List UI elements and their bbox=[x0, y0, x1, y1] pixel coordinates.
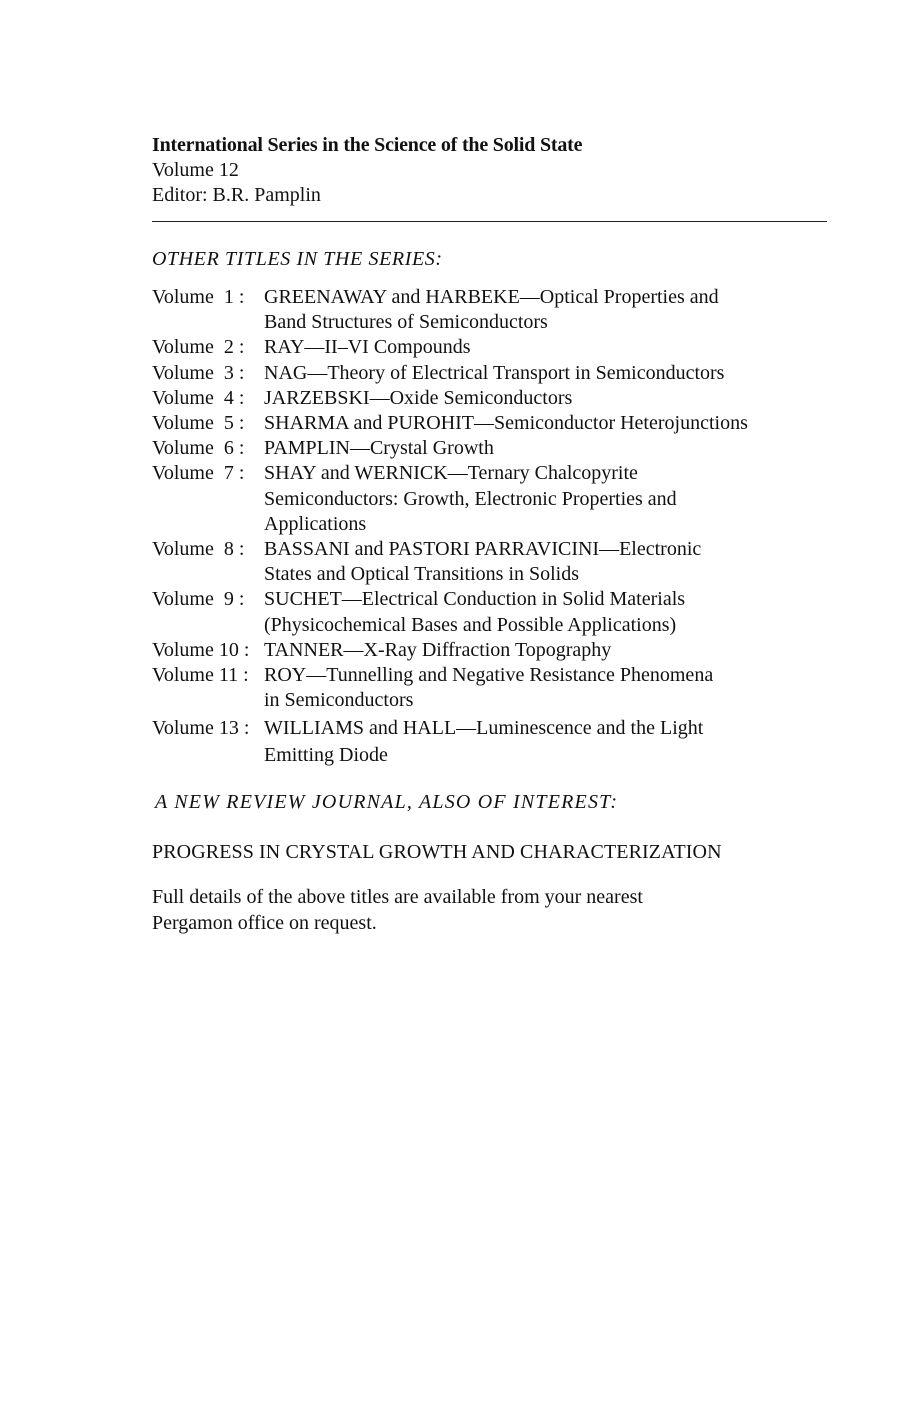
volume-row bbox=[152, 715, 842, 768]
volume-label: Volume 1 : bbox=[152, 286, 245, 308]
volume-title: SHAY and WERNICK—Ternary Chalcopyrite Semiconductors: Growth, Electronic Properties and Applications bbox=[264, 462, 677, 535]
volume-title: JARZEBSKI—Oxide Semiconductors bbox=[264, 386, 573, 409]
volume-row bbox=[152, 663, 842, 713]
volume-label: Volume 8 : bbox=[152, 538, 245, 561]
volume-title: BASSANI and PASTORI PARRAVICINI—Electronic States and Optical Transitions in Solids bbox=[264, 538, 702, 586]
volume-row bbox=[152, 587, 842, 637]
volume-title: ROY—Tunnelling and Negative Resistance Phenomena in Semiconductors bbox=[264, 664, 714, 712]
volume-list bbox=[152, 285, 842, 768]
volume-row bbox=[152, 335, 842, 360]
volume-title: TANNER—X-Ray Diffraction Topography bbox=[264, 638, 612, 661]
volume-row bbox=[152, 386, 842, 411]
volume-label: Volume 9 : bbox=[152, 588, 245, 611]
series-header bbox=[152, 133, 842, 208]
volume-title: NAG—Theory of Electrical Transport in Semiconductors bbox=[264, 361, 725, 384]
volume-row bbox=[152, 537, 842, 587]
journal-heading: A NEW REVIEW JOURNAL, ALSO OF INTEREST: bbox=[155, 791, 619, 813]
volume-title: SHARMA and PUROHIT—Semiconductor Heterojunctions bbox=[264, 412, 748, 435]
volume-title: WILLIAMS and HALL—Luminescence and the Light Emitting Diode bbox=[264, 717, 704, 766]
volume-title: SUCHET—Electrical Conduction in Solid Materials (Physicochemical Bases and Possible Applications) bbox=[264, 588, 686, 636]
volume-label: Volume 4 : bbox=[152, 386, 245, 409]
horizontal-rule bbox=[152, 221, 827, 222]
volume-row bbox=[152, 436, 842, 461]
volume-label: Volume 10 : bbox=[152, 638, 250, 661]
editor-line: Editor: B.R. Pamplin bbox=[152, 184, 321, 206]
volume-label: Volume 2 : bbox=[152, 336, 245, 359]
volume-number: Volume 12 bbox=[152, 159, 239, 181]
volume-title: RAY—II–VI Compounds bbox=[264, 336, 471, 359]
series-title: International Series in the Science of the Solid State bbox=[152, 134, 583, 156]
other-titles-heading: OTHER TITLES IN THE SERIES: bbox=[152, 248, 443, 270]
volume-label: Volume 7 : bbox=[152, 462, 245, 485]
volume-label: Volume 11 : bbox=[152, 664, 249, 687]
volume-row bbox=[152, 638, 842, 663]
availability-note: Full details of the above titles are available from your nearest Pergamon office on request. bbox=[152, 886, 643, 934]
volume-title: PAMPLIN—Crystal Growth bbox=[264, 437, 494, 460]
volume-row bbox=[152, 285, 842, 335]
volume-title: GREENAWAY and HARBEKE—Optical Properties and Band Structures of Semiconductors bbox=[264, 286, 719, 334]
volume-label: Volume 3 : bbox=[152, 361, 245, 384]
volume-label: Volume 6 : bbox=[152, 437, 245, 460]
volume-row bbox=[152, 461, 842, 537]
volume-row bbox=[152, 411, 842, 436]
volume-label: Volume 13 : bbox=[152, 717, 250, 740]
journal-name: PROGRESS IN CRYSTAL GROWTH AND CHARACTERIZATION bbox=[152, 841, 722, 863]
volume-label: Volume 5 : bbox=[152, 412, 245, 435]
volume-row bbox=[152, 361, 842, 386]
